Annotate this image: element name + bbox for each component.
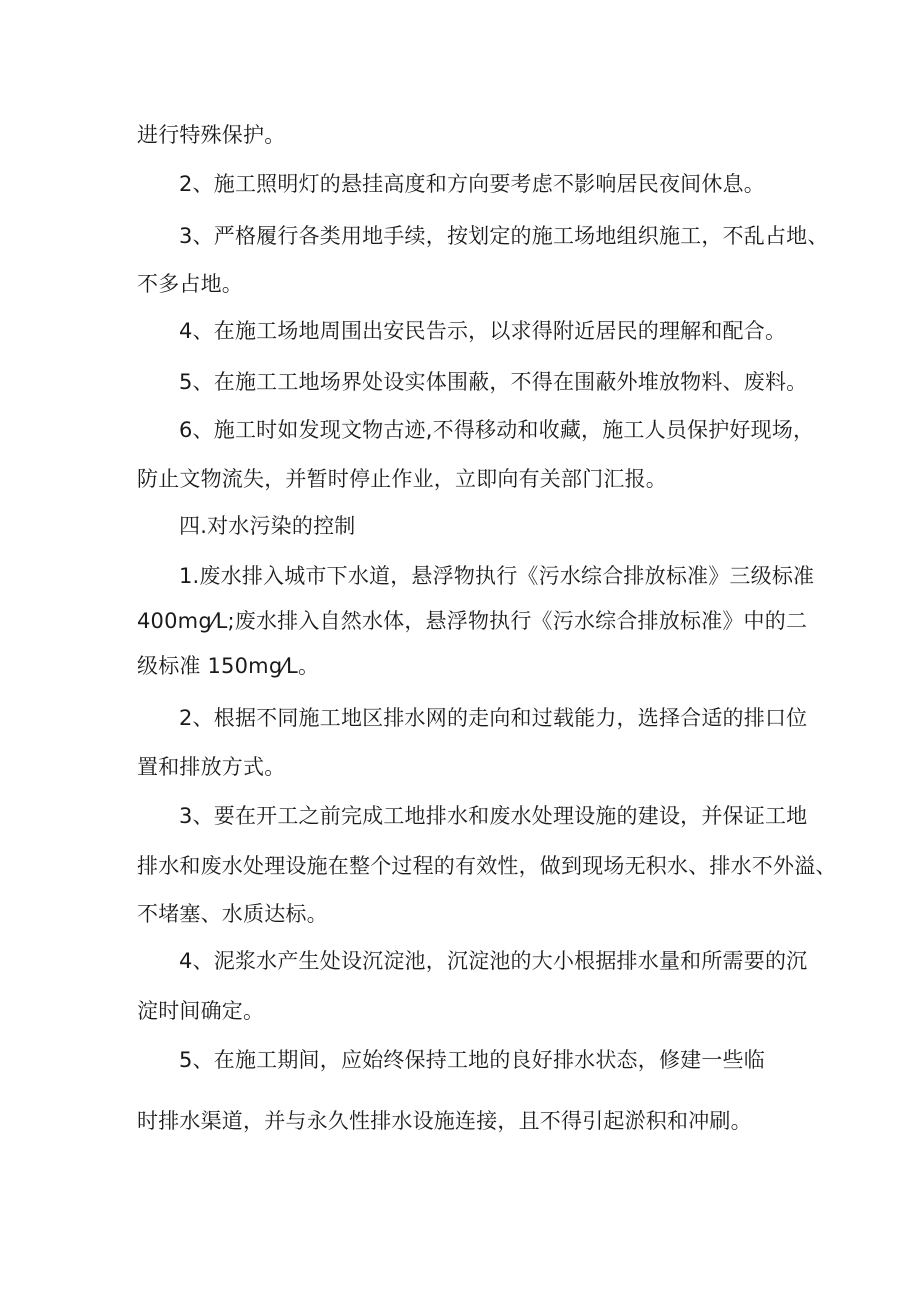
text-line: 防止文物流失，并暂时停止作业，立即向有关部门汇报。 xyxy=(137,467,667,491)
text-line: 3、要在开工之前完成工地排水和废水处理设施的建设，并保证工地 xyxy=(179,804,808,828)
text-line: 400mg⁄L;废水排入自然水体，悬浮物执行《污水综合排放标准》中的二 xyxy=(137,609,808,633)
section-heading: 四.对水污染的控制 xyxy=(179,514,356,538)
text-line: 3、严格履行各类用地手续，按划定的施工场地组织施工，不乱占地、 xyxy=(179,224,829,248)
text-line: 进行特殊保护。 xyxy=(137,123,286,147)
text-line: 4、在施工场地周围出安民告示，以求得附近居民的理解和配合。 xyxy=(179,319,787,343)
text-line: 6、施工时如发现文物古迹,不得移动和收藏，施工人员保护好现场， xyxy=(179,418,815,442)
text-line: 5、在施工期间，应始终保持工地的良好排水状态，修建一些临 xyxy=(179,1048,765,1072)
text-line: 时排水渠道，并与永久性排水设施连接，且不得引起淤积和冲刷。 xyxy=(137,1109,752,1133)
text-line: 1.废水排入城市下水道，悬浮物执行《污水综合排放标准》三级标准 xyxy=(179,564,815,588)
text-line: 不堵塞、水质达标。 xyxy=(137,902,328,926)
text-line: 淀时间确定。 xyxy=(137,999,265,1023)
text-line: 4、泥浆水产生处设沉淀池，沉淀池的大小根据排水量和所需要的沉 xyxy=(179,949,808,973)
text-line: 排水和废水处理设施在整个过程的有效性，做到现场无积水、排水不外溢、 xyxy=(137,854,837,878)
text-line: 不多占地。 xyxy=(137,272,243,296)
text-line: 5、在施工工地场界处设实体围蔽，不得在围蔽外堆放物料、废料。 xyxy=(179,370,808,394)
text-line: 2、根据不同施工地区排水网的走向和过载能力，选择合适的排口位 xyxy=(179,706,808,730)
text-line: 置和排放方式。 xyxy=(137,755,286,779)
text-line: 级标准 150mg⁄L。 xyxy=(137,654,320,678)
text-line: 2、施工照明灯的悬挂高度和方向要考虑不影响居民夜间休息。 xyxy=(179,172,765,196)
